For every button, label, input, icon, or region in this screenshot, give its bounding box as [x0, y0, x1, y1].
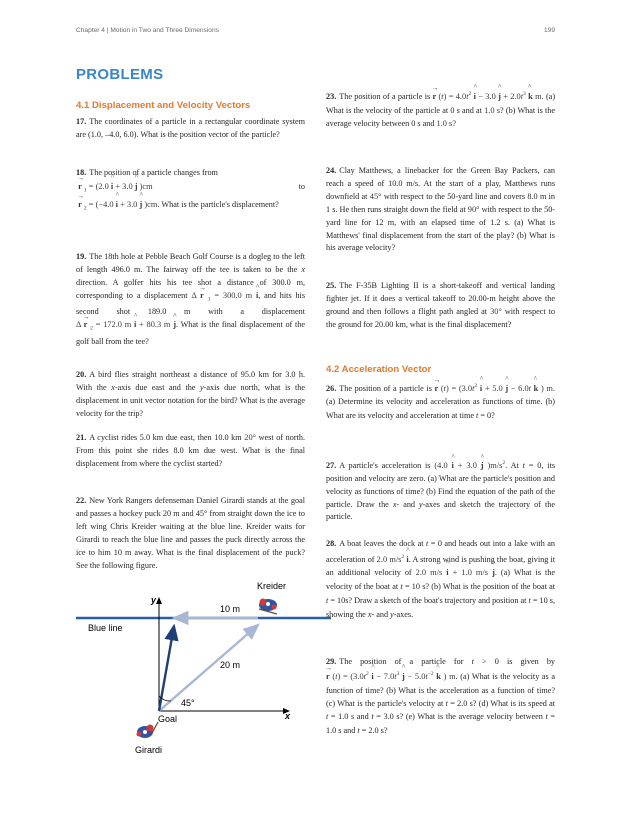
page-number: 199 [543, 27, 555, 34]
problem-23: 23. The position of a particle is → r $(t) = 4.0t^2$ ^ i − 3.0 ^ $j + 2.0t^3$ ^ k m. (a) What is the velocity of the particle at 0 s and at 1.0 s? (b) What is the average velocity between 0 s and 1.0 s? [326, 88, 555, 131]
hockey-figure [88, 578, 331, 756]
problem-29: 29. The position of a particle for t > 0 is given by → r $(t) = (3.0t^2$ ^ $i - 7.0t^3$ ^ $j - 5.0t^{-2}$ ^ k ) m. (a) What is the velocity as a function of time? (b) What is the acceleration as a function of time? (c) What is the particle's velocity at t = 2.0 s? (d) What is its speed at t = 1.0 s and t = 3.0 s? (e) What is the average velocity between t = 1.0 s and t = 2.0 s? [326, 655, 555, 737]
x-axis-label: x [285, 711, 291, 721]
problem-25: 25. The F-35B Lighting II is a short-takeoff and vertical landing fighter jet. If it does a vertical takeoff to 20.00-m height above the ground and then follows a flight path angled at 30° with respect to the ground for 20.00 km, what is the final displacement? [326, 281, 556, 329]
chapter-title: Chapter 4 | Motion in Two and Three Dimensions [76, 27, 219, 34]
problem-19: 19. The 18th hole at Pebble Beach Golf Course is a dogleg to the left of length 496.0 m. The fairway off the tee is taken to be the x direction. A golfer hits his tee shot a distance of 300.0 m, corresponding to a displacement Δ → r $_1$ = 300.0 m ^ i, and hits his second shot 189.0 m with a displacement Δ → r $_2$ = 172.0 m ^ i + 80.3 m ^ j. What is the final displacement of the golf ball from the tee? [76, 251, 305, 349]
blue-line-label: Blue line [88, 623, 123, 633]
problem-21: 21. A cyclist rides 5.0 km due east, then 10.0 km 20° west of north. From this point she rides 8.0 km due west. What is the final displacement from where the cyclist started? [76, 433, 305, 468]
y-axis-label: y [151, 595, 157, 605]
problem-27: 27. A particle's acceleration is (4.0 ^ i + 3.0 ^ j )$m/s^2$. At t = 0, its position and velocity are zero. (a) What are the particle's position and velocity as functions of time? (b) Find the equation of the path of the particle. Draw the x- and y-axes and sketch the trajectory of the particle. [326, 457, 555, 524]
running-header [76, 27, 555, 39]
kreider-player-icon [259, 599, 277, 615]
problem-17: 17. The coordinates of a particle in a rectangular coordinate system are (1.0, –4.0, 6.0). What is the position vector of the particle? [76, 117, 305, 139]
problem-24: 24. Clay Matthews, a linebacker for the Green Bay Packers, can reach a speed of 10.0 m/s. At the start of a play, Matthews runs downfield at 45° with respect to the 50-yard line and covers 8.0 m in 1 s. He then runs straight down the field at 90° with respect to the 50-yard line for 12 m, with an elapsed time of 1.2 s. (a) What is Matthews' final displacement from the start of the play? (b) What is his average velocity? [326, 166, 556, 253]
section-4-1-heading: 4.1 Displacement and Velocity Vectors [76, 100, 251, 111]
problems-heading: PROBLEMS [76, 66, 164, 83]
problem-22: 22. New York Rangers defenseman Daniel Girardi stands at the goal and passes a hockey puck 20 m and 45° from straight down the ice to left wing Chris Kreider waiting at the blue line. Kreider waits for Girardi to reach the blue line and passes the puck directly across the ice to him 10 m away. What is the final displacement of the puck? See the following figure. [76, 496, 305, 570]
problem-20: 20. A bird flies straight northeast a distance of 95.0 km for 3.0 h. With the x-axis due east and the y-axis due north, what is the displacement in unit vector notation for the bird? What is the average velocity for the trip? [76, 370, 306, 418]
angle-label: 45° [181, 698, 195, 708]
goal-label: Goal [158, 714, 178, 724]
girardi-label: Girardi [135, 745, 163, 755]
kreider-label: Kreider [257, 581, 287, 591]
girardi-player-icon [137, 722, 159, 738]
label-20m: 20 m [220, 660, 241, 670]
problem-26: 26. The position of a particle is → r $(t) = (3.0t^2$ ^ i + 5.0 ^ j − 6.0t ^ k ) m. (a) Determine its velocity and acceleration as functions of time. (b) What are its velocity and acceleration at time t = 0? [326, 380, 555, 423]
pass-20m-arrow [159, 625, 258, 711]
label-10m: 10 m [220, 604, 241, 614]
section-4-2-heading: 4.2 Acceleration Vector [326, 364, 432, 375]
problem-18: 18. The position of a particle changes from → r $_1$ = (2.0 ^ i + 3.0 ^ j )cm to → r $_2$ = (−4.0 ^ i + 3.0 ^ j )cm. What is the particle's displacement? [76, 166, 305, 216]
problem-28: 28. A boat leaves the dock at t = 0 and heads out into a lake with an acceleration of 2.0 $m/s^2$ ^ i. A strong wind is pushing the boat, giving it an additional velocity of 2.0 m/s ^ i + 1.0 m/s ^ j. (a) What is the velocity of the boat at t = 10 s? (b) What is the position of the boat at t = 10s? Draw a sketch of the boat's trajectory and position at t = 10 s, showing the x- and y-axes. [326, 537, 555, 622]
